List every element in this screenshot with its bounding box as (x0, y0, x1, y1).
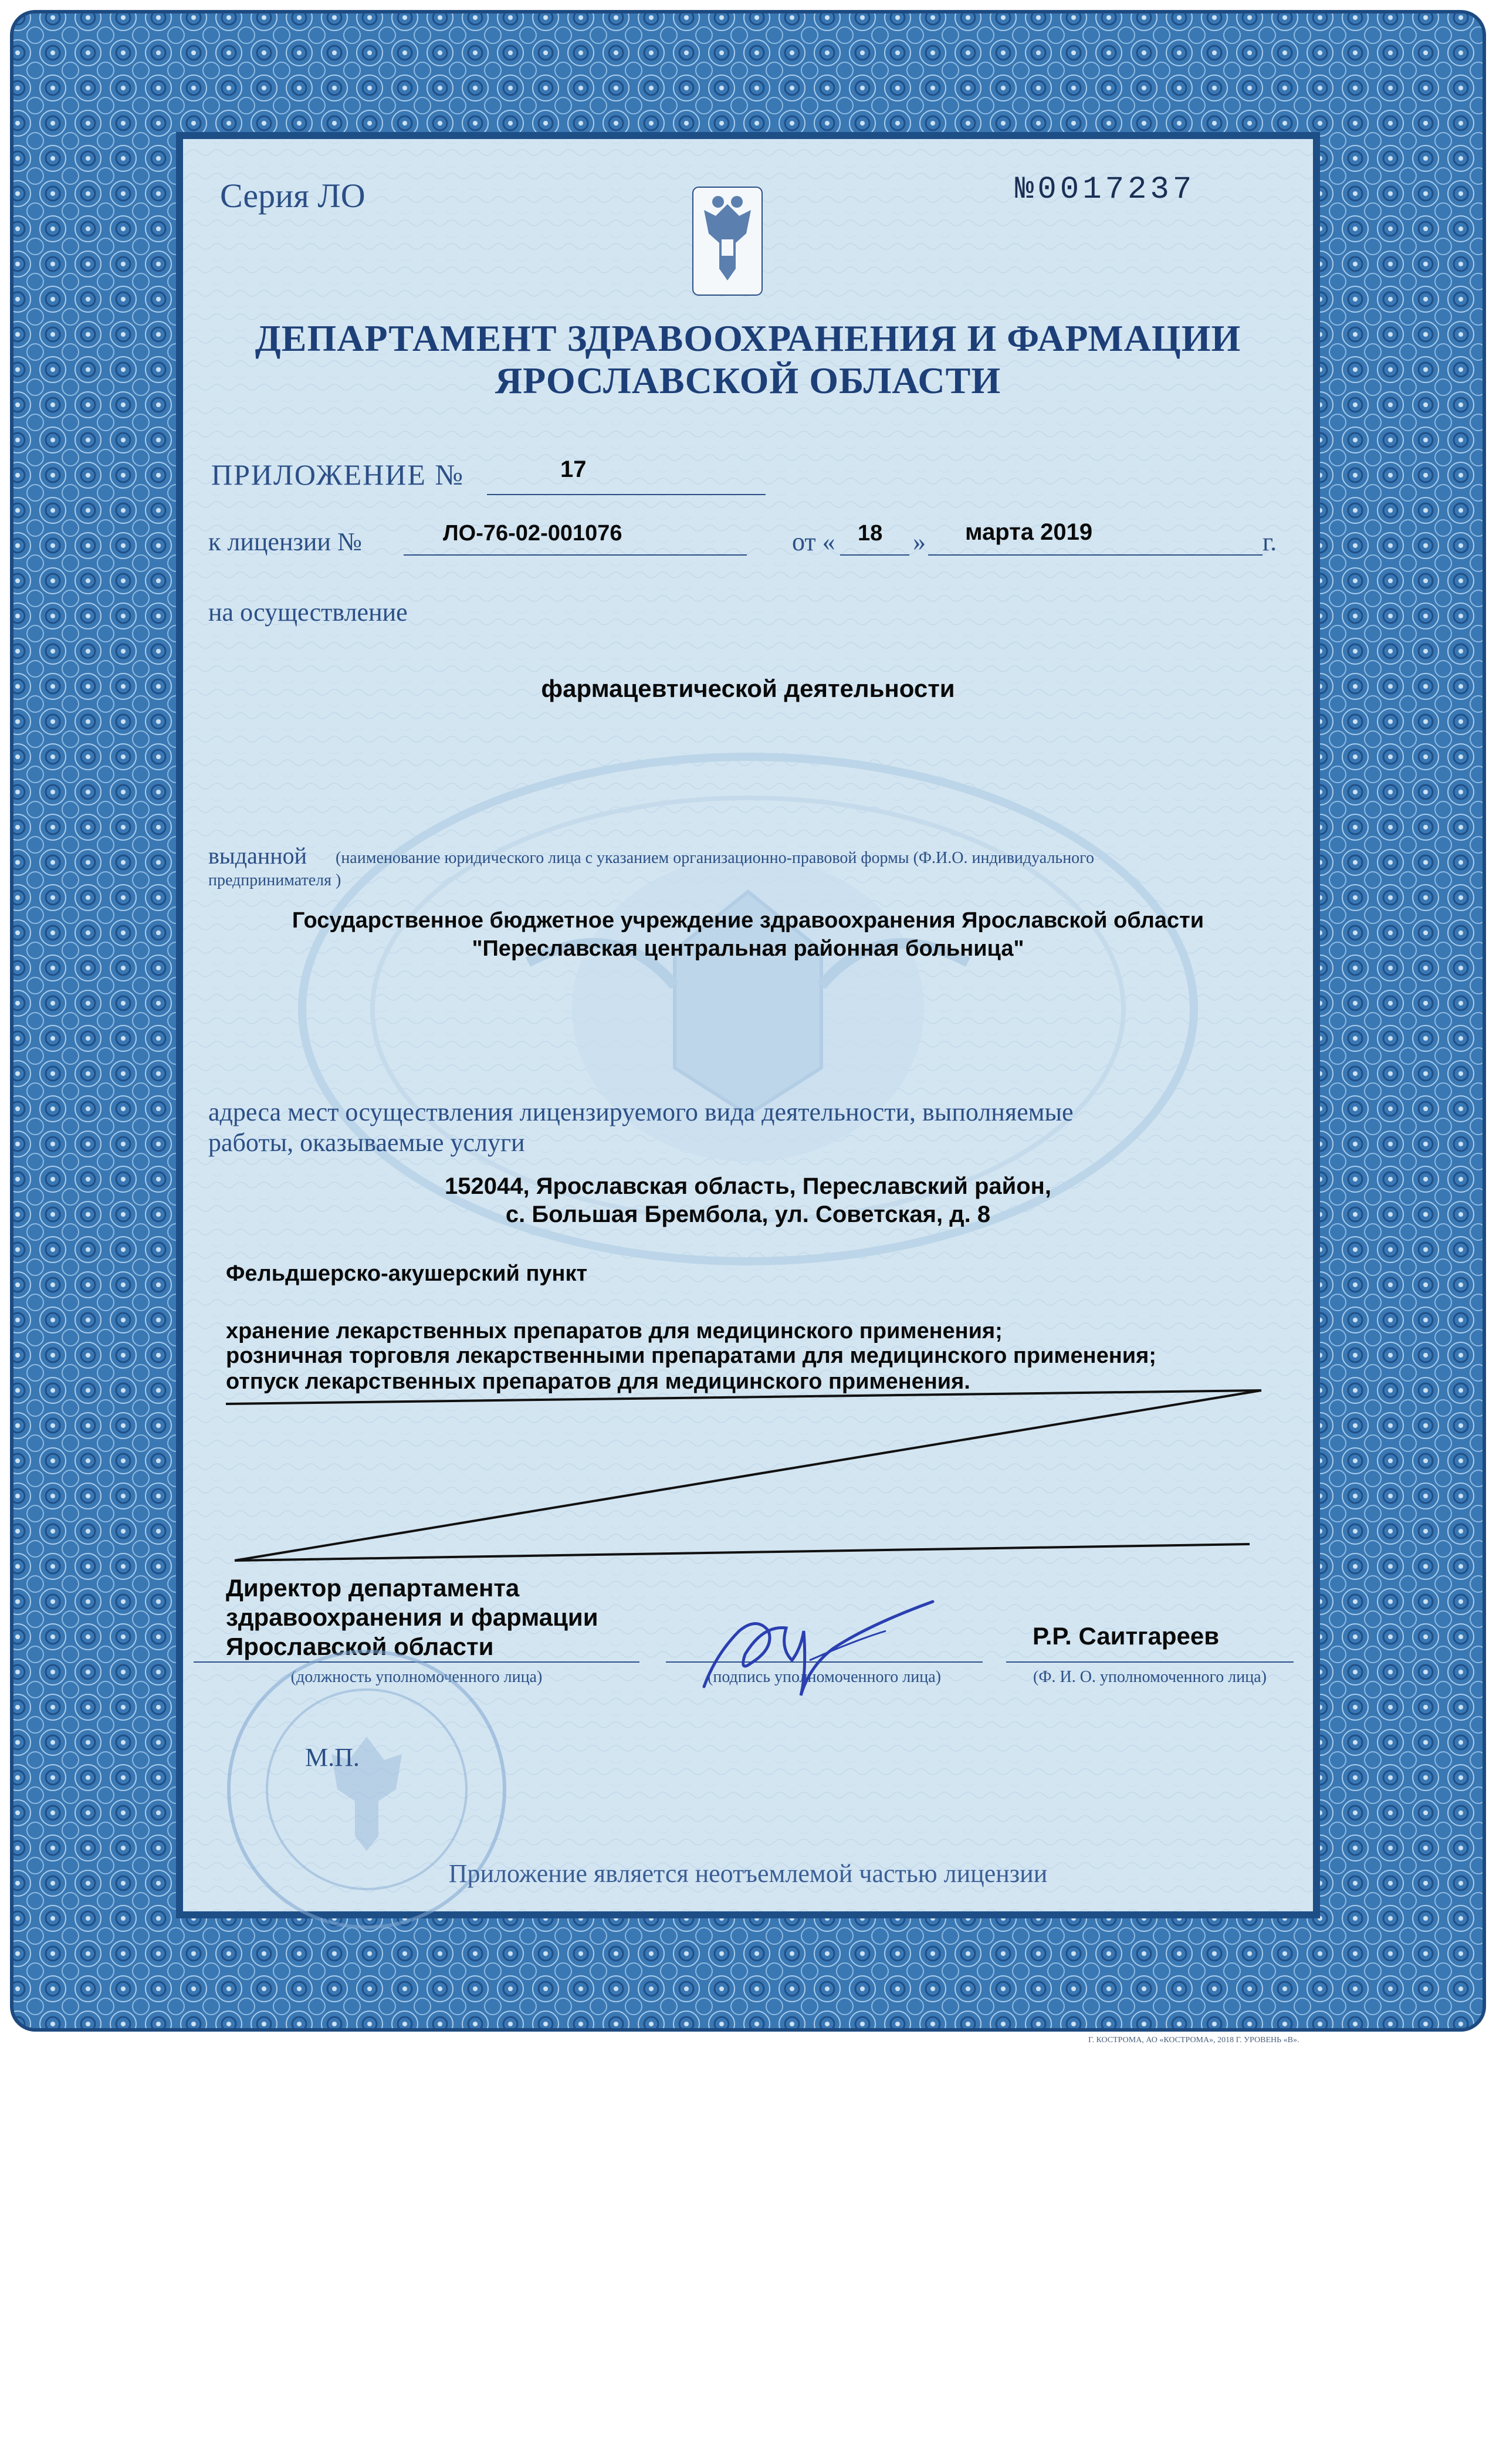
appendix-label: ПРИЛОЖЕНИЕ № (211, 458, 465, 491)
address-line1: 152044, Ярославская область, Переславский район, (445, 1173, 1051, 1199)
issued-hint: (наименование юридического лица с указанием организационно-правовой формы (Ф.И.О. индивидуального (336, 849, 1094, 867)
facility-unit: Фельдшерско-акушерский пункт (226, 1261, 588, 1286)
addresses-label-line2: работы, оказываемые услуги (208, 1128, 525, 1157)
handwritten-signature (692, 1584, 945, 1701)
work-item-1: хранение лекарственных препаратов для медицинского применения; (226, 1319, 1003, 1343)
license-label: к лицензии № (208, 527, 362, 556)
organization-name-line2: "Переславская центральная районная больница" (472, 936, 1024, 961)
appendix-number: 17 (560, 456, 587, 482)
appendix-integral-note: Приложение является неотъемлемой частью лицензии (448, 1859, 1048, 1888)
department-title-line1: ДЕПАРТАМЕНТ ЗДРАВООХРАНЕНИЯ И ФАРМАЦИИ (255, 317, 1241, 359)
organization-name-line1: Государственное бюджетное учреждение здравоохранения Ярославской области (292, 908, 1204, 933)
seal-place-label: М.П. (305, 1743, 360, 1772)
series-label: Серия ЛО (220, 177, 365, 215)
issued-label: выданной (208, 842, 307, 869)
name-underline (1006, 1661, 1294, 1663)
license-year-suffix: г. (1263, 527, 1277, 556)
printer-imprint: Г. КОСТРОМА, АО «КОСТРОМА», 2018 Г. УРОВЕНЬ «В». (1088, 2036, 1299, 2045)
addresses-label-line1: адреса мест осуществления лицензируемого вида деятельности, выполняемые (208, 1098, 1074, 1126)
address-line2: с. Большая Брембола, ул. Советская, д. 8 (505, 1201, 991, 1227)
position-caption: (должность уполномоченного лица) (290, 1668, 543, 1686)
department-title-line2: ЯРОСЛАВСКОЙ ОБЛАСТИ (495, 360, 1001, 401)
work-item-3: отпуск лекарственных препаратов для медицинского применения. (226, 1369, 970, 1394)
signer-position-line2: здравоохранения и фармации (226, 1603, 598, 1631)
signature-caption: (подпись уполномоченного лица) (708, 1668, 941, 1686)
name-caption: (Ф. И. О. уполномоченного лица) (1033, 1668, 1267, 1686)
license-month-year: марта 2019 (965, 519, 1093, 545)
license-from-label: от « (792, 527, 835, 556)
license-day: 18 (858, 521, 883, 546)
signer-position-line3: Ярославской области (226, 1633, 494, 1660)
issued-hint-continued: предпринимателя ) (208, 871, 341, 889)
work-item-2: розничная торговля лекарственными препаратами для медицинского применения; (226, 1343, 1156, 1368)
license-day-close: » (913, 527, 926, 556)
official-seal (220, 1643, 513, 1936)
license-number: ЛО-76-02-001076 (443, 521, 622, 546)
activity-label: на осуществление (208, 598, 408, 627)
activity-value: фармацевтической деятельности (541, 675, 955, 702)
signer-position-line1: Директор департамента (226, 1574, 520, 1602)
signer-name: Р.Р. Саитгареев (1033, 1622, 1220, 1650)
form-number: №0017237 (1015, 172, 1196, 208)
